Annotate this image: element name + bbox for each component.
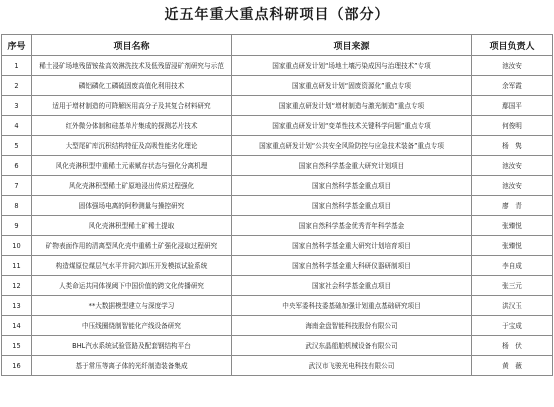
cell-source: 国家自然科学基金重大研究计划培育项目 (232, 236, 472, 256)
cell-no: 14 (2, 316, 32, 336)
cell-lead: 张三元 (472, 276, 553, 296)
table-row (2, 316, 553, 336)
cell-no: 12 (2, 276, 32, 296)
cell-name: 风化壳淋积型中重稀土元素赋存状态与强化分离机理 (32, 156, 232, 176)
cell-lead: 李自成 (472, 256, 553, 276)
cell-no: 10 (2, 236, 32, 256)
cell-no: 9 (2, 216, 32, 236)
cell-name: 磷铝磷化工磷硫固废高值化利用技术 (32, 76, 232, 96)
cell-name: **大数据模型建立与深度学习 (32, 296, 232, 316)
cell-lead: 廖 青 (472, 196, 553, 216)
cell-no: 2 (2, 76, 32, 96)
cell-no: 3 (2, 96, 32, 116)
cell-source: 国家重点研发计划“固废资源化”重点专项 (232, 76, 472, 96)
cell-source: 海南金盘智能科技股份有限公司 (232, 316, 472, 336)
cell-lead: 何俊明 (472, 116, 553, 136)
cell-name: 中压线圈绕制智能化产线设备研究 (32, 316, 232, 336)
cell-source: 国家自然科学基金重点项目 (232, 176, 472, 196)
cell-no: 1 (2, 56, 32, 76)
table-row (2, 336, 553, 356)
cell-no: 5 (2, 136, 32, 156)
document-title: 近五年重大重点科研项目（部分） (164, 7, 390, 23)
cell-lead: 杨 伏 (472, 336, 553, 356)
cell-lead: 池汝安 (472, 176, 553, 196)
cell-lead: 张臻悦 (472, 216, 553, 236)
cell-source: 中央军委科技委基础加强计划重点基础研究项目 (232, 296, 472, 316)
cell-no: 7 (2, 176, 32, 196)
cell-source: 武汉东晶船舶机械设备有限公司 (232, 336, 472, 356)
cell-no: 11 (2, 256, 32, 276)
cell-lead: 余军霞 (472, 76, 553, 96)
cell-source: 国家社会科学基金重点项目 (232, 276, 472, 296)
cell-name: 风化壳淋积型稀土矿原地浸出传质过程强化 (32, 176, 232, 196)
table-row (2, 116, 553, 136)
cell-source: 国家重点研发计划“场地土壤污染成因与治理技术”专项 (232, 56, 472, 76)
cell-source: 国家重点研发计划“增材制造与激光制造”重点专项 (232, 96, 472, 116)
header-name: 项目名称 (32, 35, 232, 56)
table-row (2, 196, 553, 216)
project-table (1, 34, 553, 376)
cell-source: 武汉市飞骏光电科技有限公司 (232, 356, 472, 376)
table-row (2, 76, 553, 96)
table-row (2, 256, 553, 276)
cell-no: 4 (2, 116, 32, 136)
table-row (2, 276, 553, 296)
cell-source: 国家重点研发计划“公共安全风险防控与应急技术装备”重点专项 (232, 136, 472, 156)
cell-name: 构造煤原位煤层气水平井洞穴卸压开发模拟试验系统 (32, 256, 232, 276)
cell-name: 风化壳淋积型稀土矿稀土提取 (32, 216, 232, 236)
table-row (2, 236, 553, 256)
cell-lead: 鄢国平 (472, 96, 553, 116)
cell-name: 矿物表面作用的清离型风化壳中重稀土矿强化浸取过程研究 (32, 236, 232, 256)
cell-source: 国家重点研发计划“变革性技术关键科学问题”重点专项 (232, 116, 472, 136)
cell-lead: 杨 隽 (472, 136, 553, 156)
header-lead: 项目负责人 (472, 35, 553, 56)
cell-lead: 张臻悦 (472, 236, 553, 256)
table-row (2, 96, 553, 116)
cell-no: 15 (2, 336, 32, 356)
cell-name: BHL汽水系统试验管路及配套钢结构平台 (32, 336, 232, 356)
cell-no: 6 (2, 156, 32, 176)
table-row (2, 156, 553, 176)
header-no: 序号 (2, 35, 32, 56)
cell-source: 国家自然科学基金重大研究计划项目 (232, 156, 472, 176)
cell-name: 稀土浸矿场地残留铵盐高效淋洗技术及低残留浸矿剂研究与示范 (32, 56, 232, 76)
cell-source: 国家自然科学基金重点项目 (232, 196, 472, 216)
table-row (2, 136, 553, 156)
header-source: 项目来源 (232, 35, 472, 56)
cell-lead: 洪汉玉 (472, 296, 553, 316)
table-row (2, 56, 553, 76)
table-row (2, 216, 553, 236)
cell-lead: 池汝安 (472, 156, 553, 176)
table-row (2, 296, 553, 316)
cell-no: 8 (2, 196, 32, 216)
cell-name: 适用于增材制造的可降解医用高分子及其复合材料研究 (32, 96, 232, 116)
cell-name: 基于常压等离子体的光纤制造装备集成 (32, 356, 232, 376)
cell-name: 固体强场电离的阿秒测量与操控研究 (32, 196, 232, 216)
cell-name: 大型尾矿库沉积结构特征及高吸性能劣化理论 (32, 136, 232, 156)
cell-lead: 于宝成 (472, 316, 553, 336)
cell-source: 国家自然科学基金重大科研仪器研制项目 (232, 256, 472, 276)
cell-lead: 池汝安 (472, 56, 553, 76)
cell-name: 红外微分体制和硅基单片集成的探测芯片技术 (32, 116, 232, 136)
table-row (2, 176, 553, 196)
table-row (2, 356, 553, 376)
cell-lead: 黄 薇 (472, 356, 553, 376)
cell-no: 13 (2, 296, 32, 316)
cell-name: 人类命运共同体视阈下中国价值的跨文化传播研究 (32, 276, 232, 296)
cell-source: 国家自然科学基金优秀青年科学基金 (232, 216, 472, 236)
cell-no: 16 (2, 356, 32, 376)
table-header-row (2, 35, 553, 56)
